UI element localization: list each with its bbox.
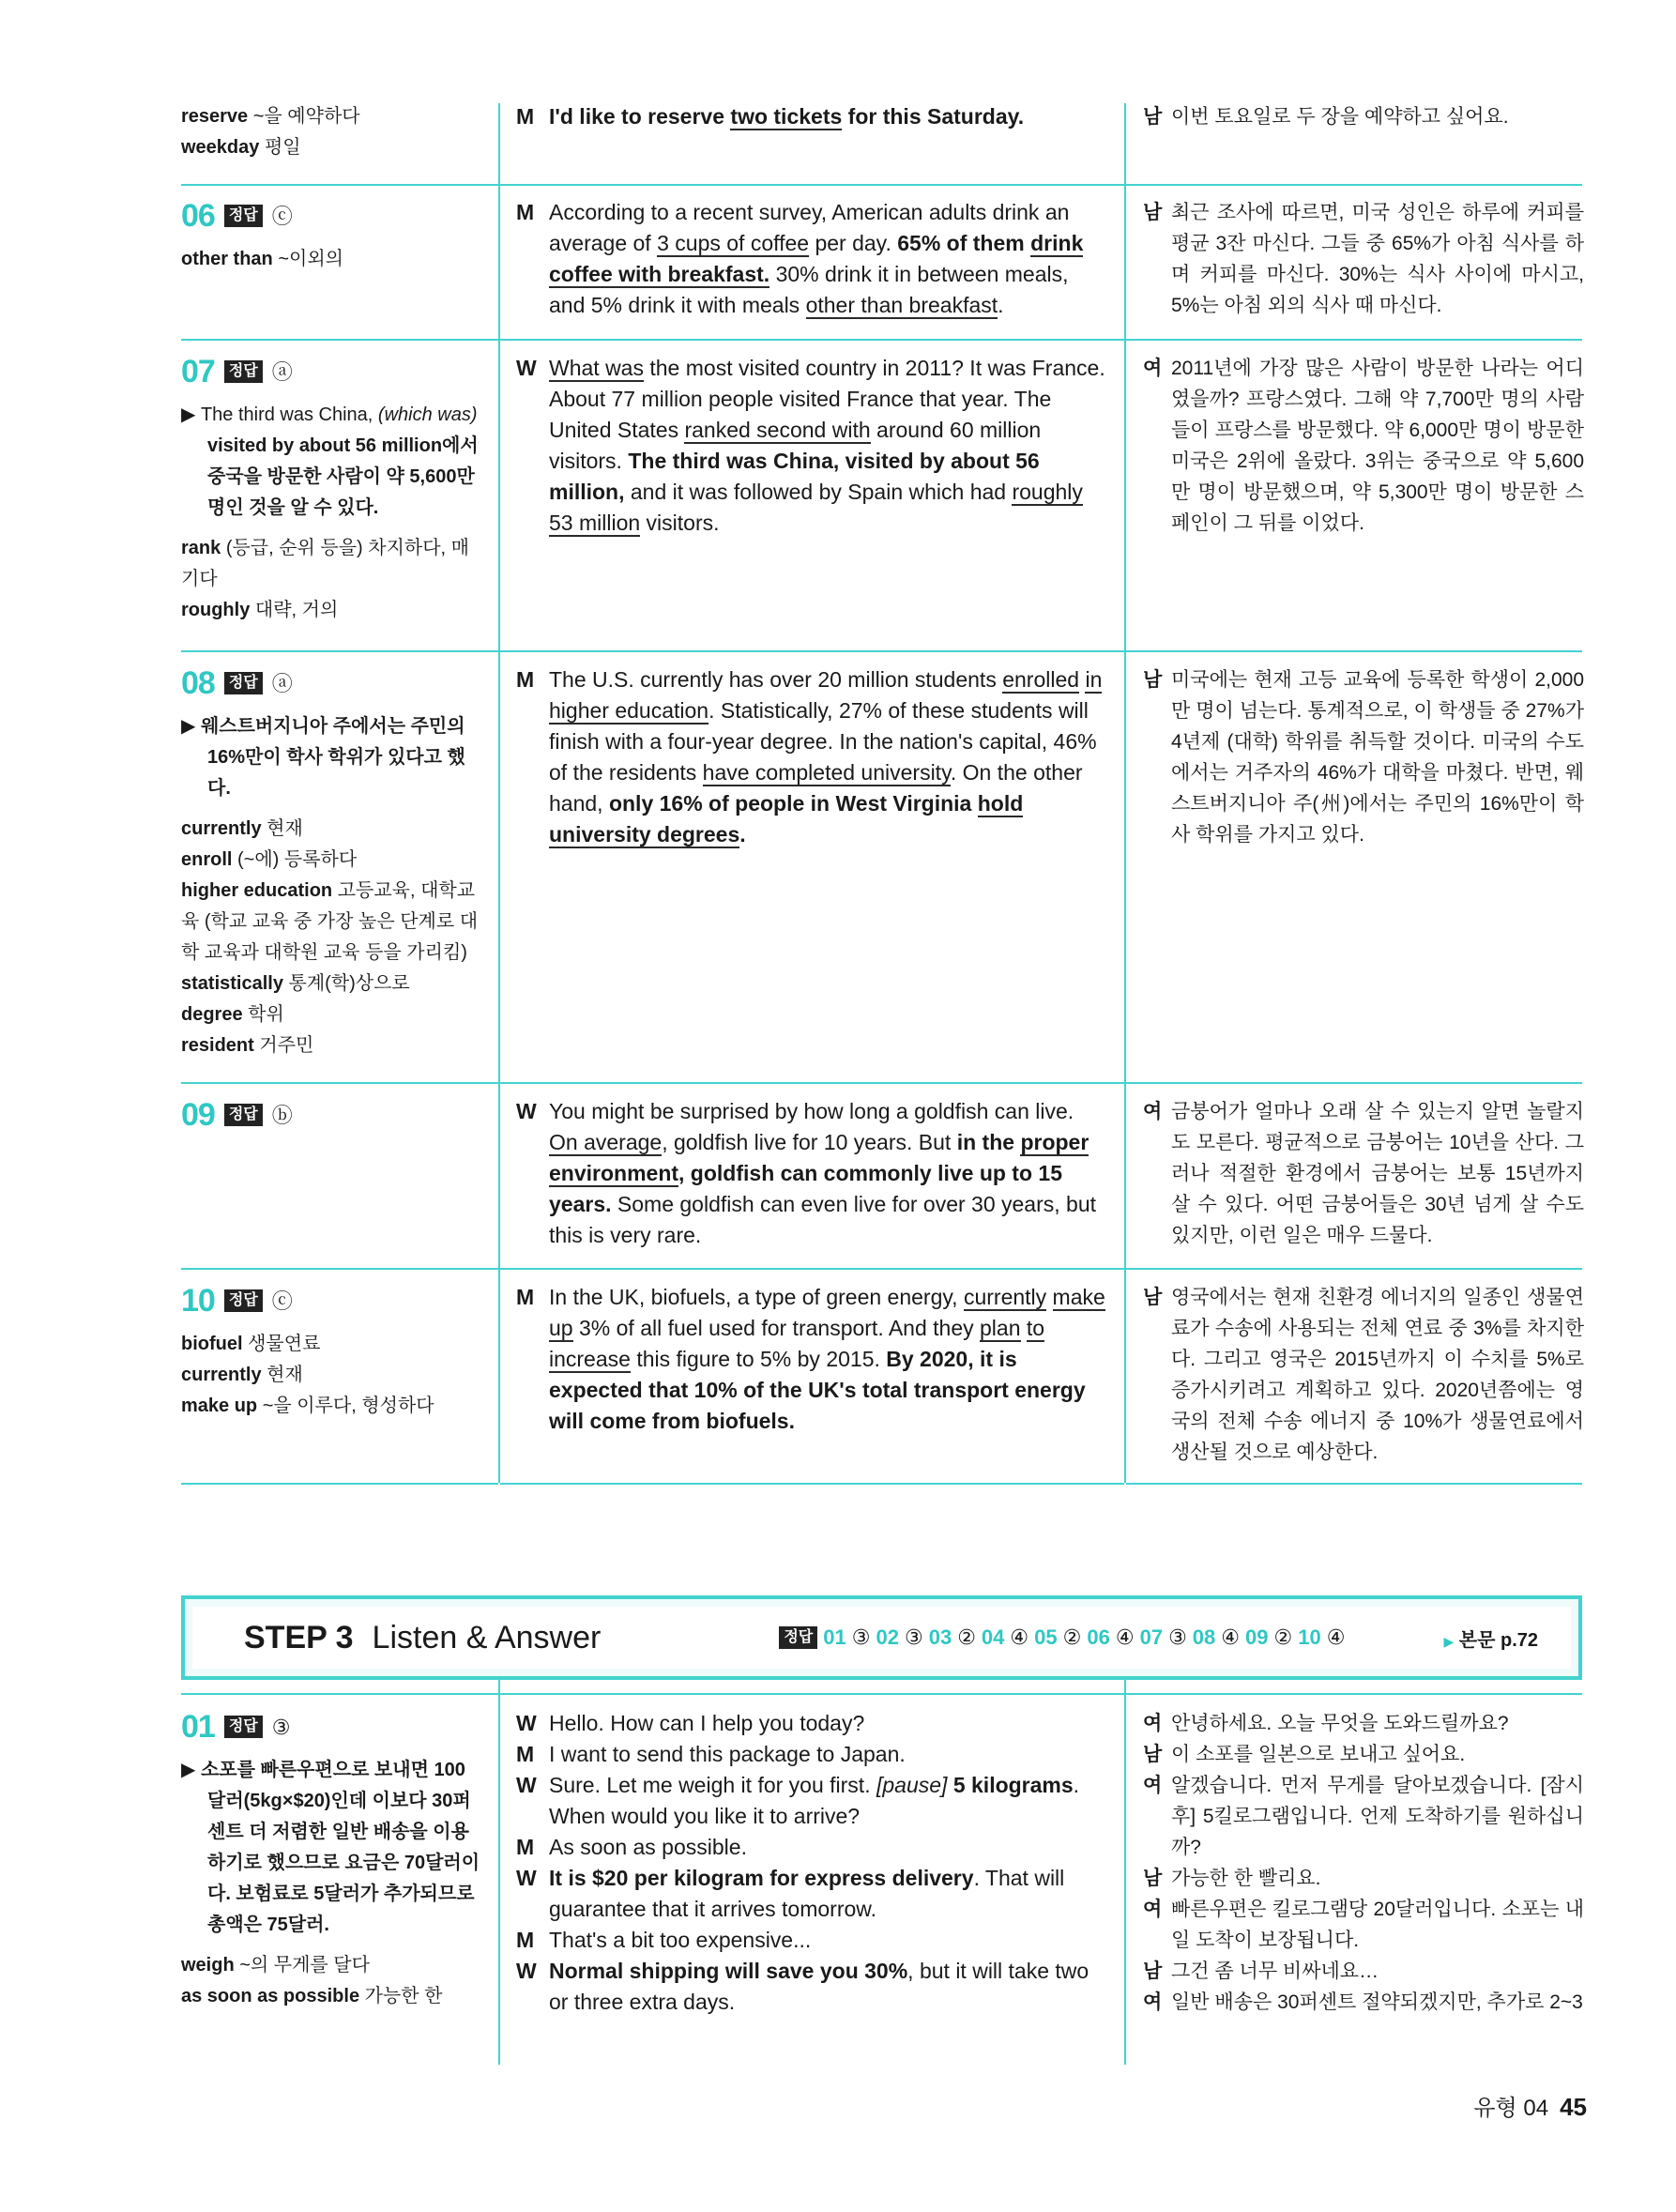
translation: 남 최근 조사에 따르면, 미국 성인은 하루에 커피를 평균 3잔 마신다. 그들 중 65%가 아침 식사를 하며 커피를 마신다. 30%는 식사 사이에 마시고, 5%는 아침 외의 식사 때 마신다.	[1143, 202, 1584, 316]
vocab-item: enroll (~에) 등록하다	[181, 849, 358, 870]
question-number: 07	[181, 353, 215, 389]
row-divider	[181, 1483, 1582, 1485]
translation: 여 금붕어가 얼마나 오래 살 수 있는지 알면 놀랄지도 모른다. 평균적으로 금붕어는 10년을 산다. 그러나 적절한 환경에서 금붕어는 보통 15년까지 살 수 있다. 어떤 금붕어들은 30년 넘게 살 수도 있지만, 이런 일은 매우 드물다.	[1143, 1101, 1584, 1246]
answer-mark: ⓐ	[271, 671, 293, 695]
dialogue: W Hello. How can I help you today? M I want to send this package to Japan. W Sure. Let me weigh it for you first. [pause] 5 kilograms. When would you like it to arrive? M As soon as possible. W It is $20 per kilogram for express delivery. That will guarantee that it arrives tomorrow. M That's a bit too expensive... W Normal shipping will save you 30%, but it will take two or three extra days.	[516, 1711, 1089, 2014]
translation: 여 2011년에 가장 많은 사람이 방문한 나라는 어디였을까? 프랑스였다. 그해 약 7,700만 명의 사람들이 프랑스를 방문했다. 약 6,000만 명이 방문한 미국은 2위에 올랐다. 3위는 중국으로 약 5,600만 명이 방문했으며, 약 5,300만 명이 방문한 스페인이 그 뒤를 이었다.	[1143, 358, 1584, 534]
transcript: M I'd like to reserve two tickets for this Saturday.	[516, 104, 1025, 129]
row-divider	[181, 1268, 1582, 1270]
vocab-item: statistically 통계(학)상으로	[181, 973, 410, 994]
answer-column	[181, 353, 481, 626]
answer-mark: ⓐ	[271, 359, 293, 384]
vocab-item: higher education 고등교육, 대학교육 (학교 교육 중 가장 높은 단계로 대학 교육과 대학원 교육 등을 가리킴)	[181, 880, 479, 963]
vocab-item: weigh ~의 무게를 달다	[181, 1955, 370, 1976]
answer-mark: ③	[271, 1715, 291, 1739]
vocab-item: rank (등급, 순위 등을) 차지하다, 매기다	[181, 538, 469, 589]
answer-column	[181, 664, 481, 1061]
answer-mark: ⓒ	[271, 1289, 293, 1313]
explanation-note: ▶ 웨스트버지니아 주에서는 주민의 16%만이 학사 학위가 있다고 했다.	[181, 716, 465, 799]
vocab-item: currently 현재	[181, 818, 303, 839]
vocab-item: weekday 평일	[181, 137, 301, 158]
translation: 남 영국에서는 현재 친환경 에너지의 일종인 생물연료가 수송에 사용되는 전체 연료 중 3%를 차지한다. 그리고 영국은 2015년까지 이 수치를 5%로 증가시키려고 계획하고 있다. 2020년쯤에는 영국의 전체 수송 에너지 중 10%가 생물연료에서 생산될 것으로 예상한다.	[1143, 1287, 1584, 1463]
vocab-item: degree 학위	[181, 1004, 284, 1025]
question-number: 08	[181, 664, 215, 701]
answer-column	[181, 1282, 481, 1422]
row-divider	[181, 650, 1582, 652]
column-divider	[1124, 103, 1126, 2065]
answer-label: 정답	[224, 1104, 263, 1126]
translation: 남 미국에는 현재 고등 교육에 등록한 학생이 2,000만 명이 넘는다. 통계적으로, 이 학생들 중 27%가 4년제 (대학) 학위를 취득할 것이다. 미국의 수도에서는 거주자의 46%가 대학을 마쳤다. 반면, 웨스트버지니아 주(州)에서는 주민의 16%만이 학사 학위를 가지고 있다.	[1143, 669, 1584, 846]
question-number: 09	[181, 1096, 215, 1133]
vocab-item: currently 현재	[181, 1365, 303, 1385]
answer-label: 정답	[224, 360, 263, 383]
row-divider	[181, 184, 1582, 186]
translation: 남 이번 토요일로 두 장을 예약하고 싶어요.	[1143, 106, 1509, 128]
explanation-note: ▶ The third was China, (which was) visited by about 56 million에서 중국을 방문한 사람이 약 5,600만 명인 것을 알 수 있다.	[181, 404, 479, 518]
answer-label: 정답	[224, 672, 263, 694]
transcript: W You might be surprised by how long a goldfish can live. On average, goldfish live for 10 years. But in the proper environment, goldfish can commonly live up to 15 years. Some goldfish can even live for over 30 years, but this is very rare.	[516, 1099, 1097, 1247]
answer-column	[181, 197, 481, 275]
vocab-item: as soon as possible 가능한 한	[181, 1986, 443, 2006]
answer-label: 정답	[224, 205, 263, 227]
transcript: M According to a recent survey, American adults drink an average of 3 cups of coffee per day. 65% of them drink coffee with breakfast. 30% drink it in between meals, and 5% drink it with meals other than breakfast.	[516, 200, 1084, 317]
step-subtitle: Listen & Answer	[372, 1619, 602, 1655]
answer-column	[181, 1096, 481, 1143]
question-number: 10	[181, 1282, 215, 1319]
vocab-item: resident 거주민	[181, 1035, 314, 1056]
row-divider	[181, 1693, 1582, 1695]
page-reference: ▶ 본문 p.72	[1443, 1629, 1538, 1651]
explanation-note: ▶ 소포를 빠른우편으로 보내면 100달러(5kg×$20)인데 이보다 30퍼센트 더 저렴한 일반 배송을 이용하기로 했으므로 요금은 70달러이다. 보험료로 5달러가 추가되므로 총액은 75달러.	[181, 1760, 480, 1935]
answer-mark: ⓑ	[271, 1103, 293, 1127]
triangle-icon: ▶	[1443, 1633, 1455, 1649]
answer-key: 정답 01 ③ 02 ③ 03 ② 04 ④ 05 ② 06 ④ 07 ③ 08 ④ 09 ② 10 ④	[779, 1625, 1345, 1650]
answer-mark: ⓒ	[271, 204, 293, 228]
answer-label: 정답	[224, 1716, 263, 1738]
answer-column	[181, 1708, 481, 2012]
vocab-item: biofuel 생물연료	[181, 1334, 321, 1354]
step-title: STEP 3	[244, 1619, 354, 1655]
vocab-item: reserve ~을 예약하다	[181, 106, 360, 127]
page-number: 유형 04 45	[1473, 2093, 1587, 2121]
question-number: 06	[181, 197, 215, 234]
translation: 여 안녕하세요. 오늘 무엇을 도와드릴까요? 남 이 소포를 일본으로 보내고 싶어요. 여 알겠습니다. 먼저 무게를 달아보겠습니다. [잠시 후] 5킬로그램입니다. 언제 도착하기를 원하십니까? 남 가능한 한 빨리요. 여 빠른우편은 킬로그램당 20달러입니다. 소포는 내일 도착이 보장됩니다. 남 그건 좀 너무 비싸네요… 여 일반 배송은 30퍼센트 절약되겠지만, 추가로 2~3	[1143, 1713, 1584, 2013]
question-number: 01	[181, 1708, 215, 1745]
vocab-list	[181, 101, 481, 163]
transcript: M The U.S. currently has over 20 million students enrolled in higher education. Statistically, 27% of these students will finish with a four-year degree. In the nation's capital, 46% of the residents have completed university. On the other hand, only 16% of people in West Virginia hold university degrees.	[516, 667, 1103, 847]
row-divider	[181, 1082, 1582, 1084]
answer-label: 정답	[779, 1626, 817, 1649]
vocab-item: other than ~이외의	[181, 249, 343, 269]
transcript: M In the UK, biofuels, a type of green energy, currently make up 3% of all fuel used for transport. And they plan to increase this figure to 5% by 2015. By 2020, it is expected that 10% of the UK's total transport energy will come from biofuels.	[516, 1285, 1105, 1433]
answer-label: 정답	[224, 1289, 263, 1312]
vocab-item: roughly 대략, 거의	[181, 600, 339, 620]
column-divider	[498, 103, 500, 2065]
step-3-header	[181, 1595, 1582, 1680]
transcript: W What was the most visited country in 2011? It was France. About 77 million people visited France that year. The United States ranked second with around 60 million visitors. The third was China, visited by about 56 million, and it was followed by Spain which had roughly 53 million visitors.	[516, 356, 1105, 535]
vocab-item: make up ~을 이루다, 형성하다	[181, 1396, 434, 1416]
row-divider	[181, 339, 1582, 341]
